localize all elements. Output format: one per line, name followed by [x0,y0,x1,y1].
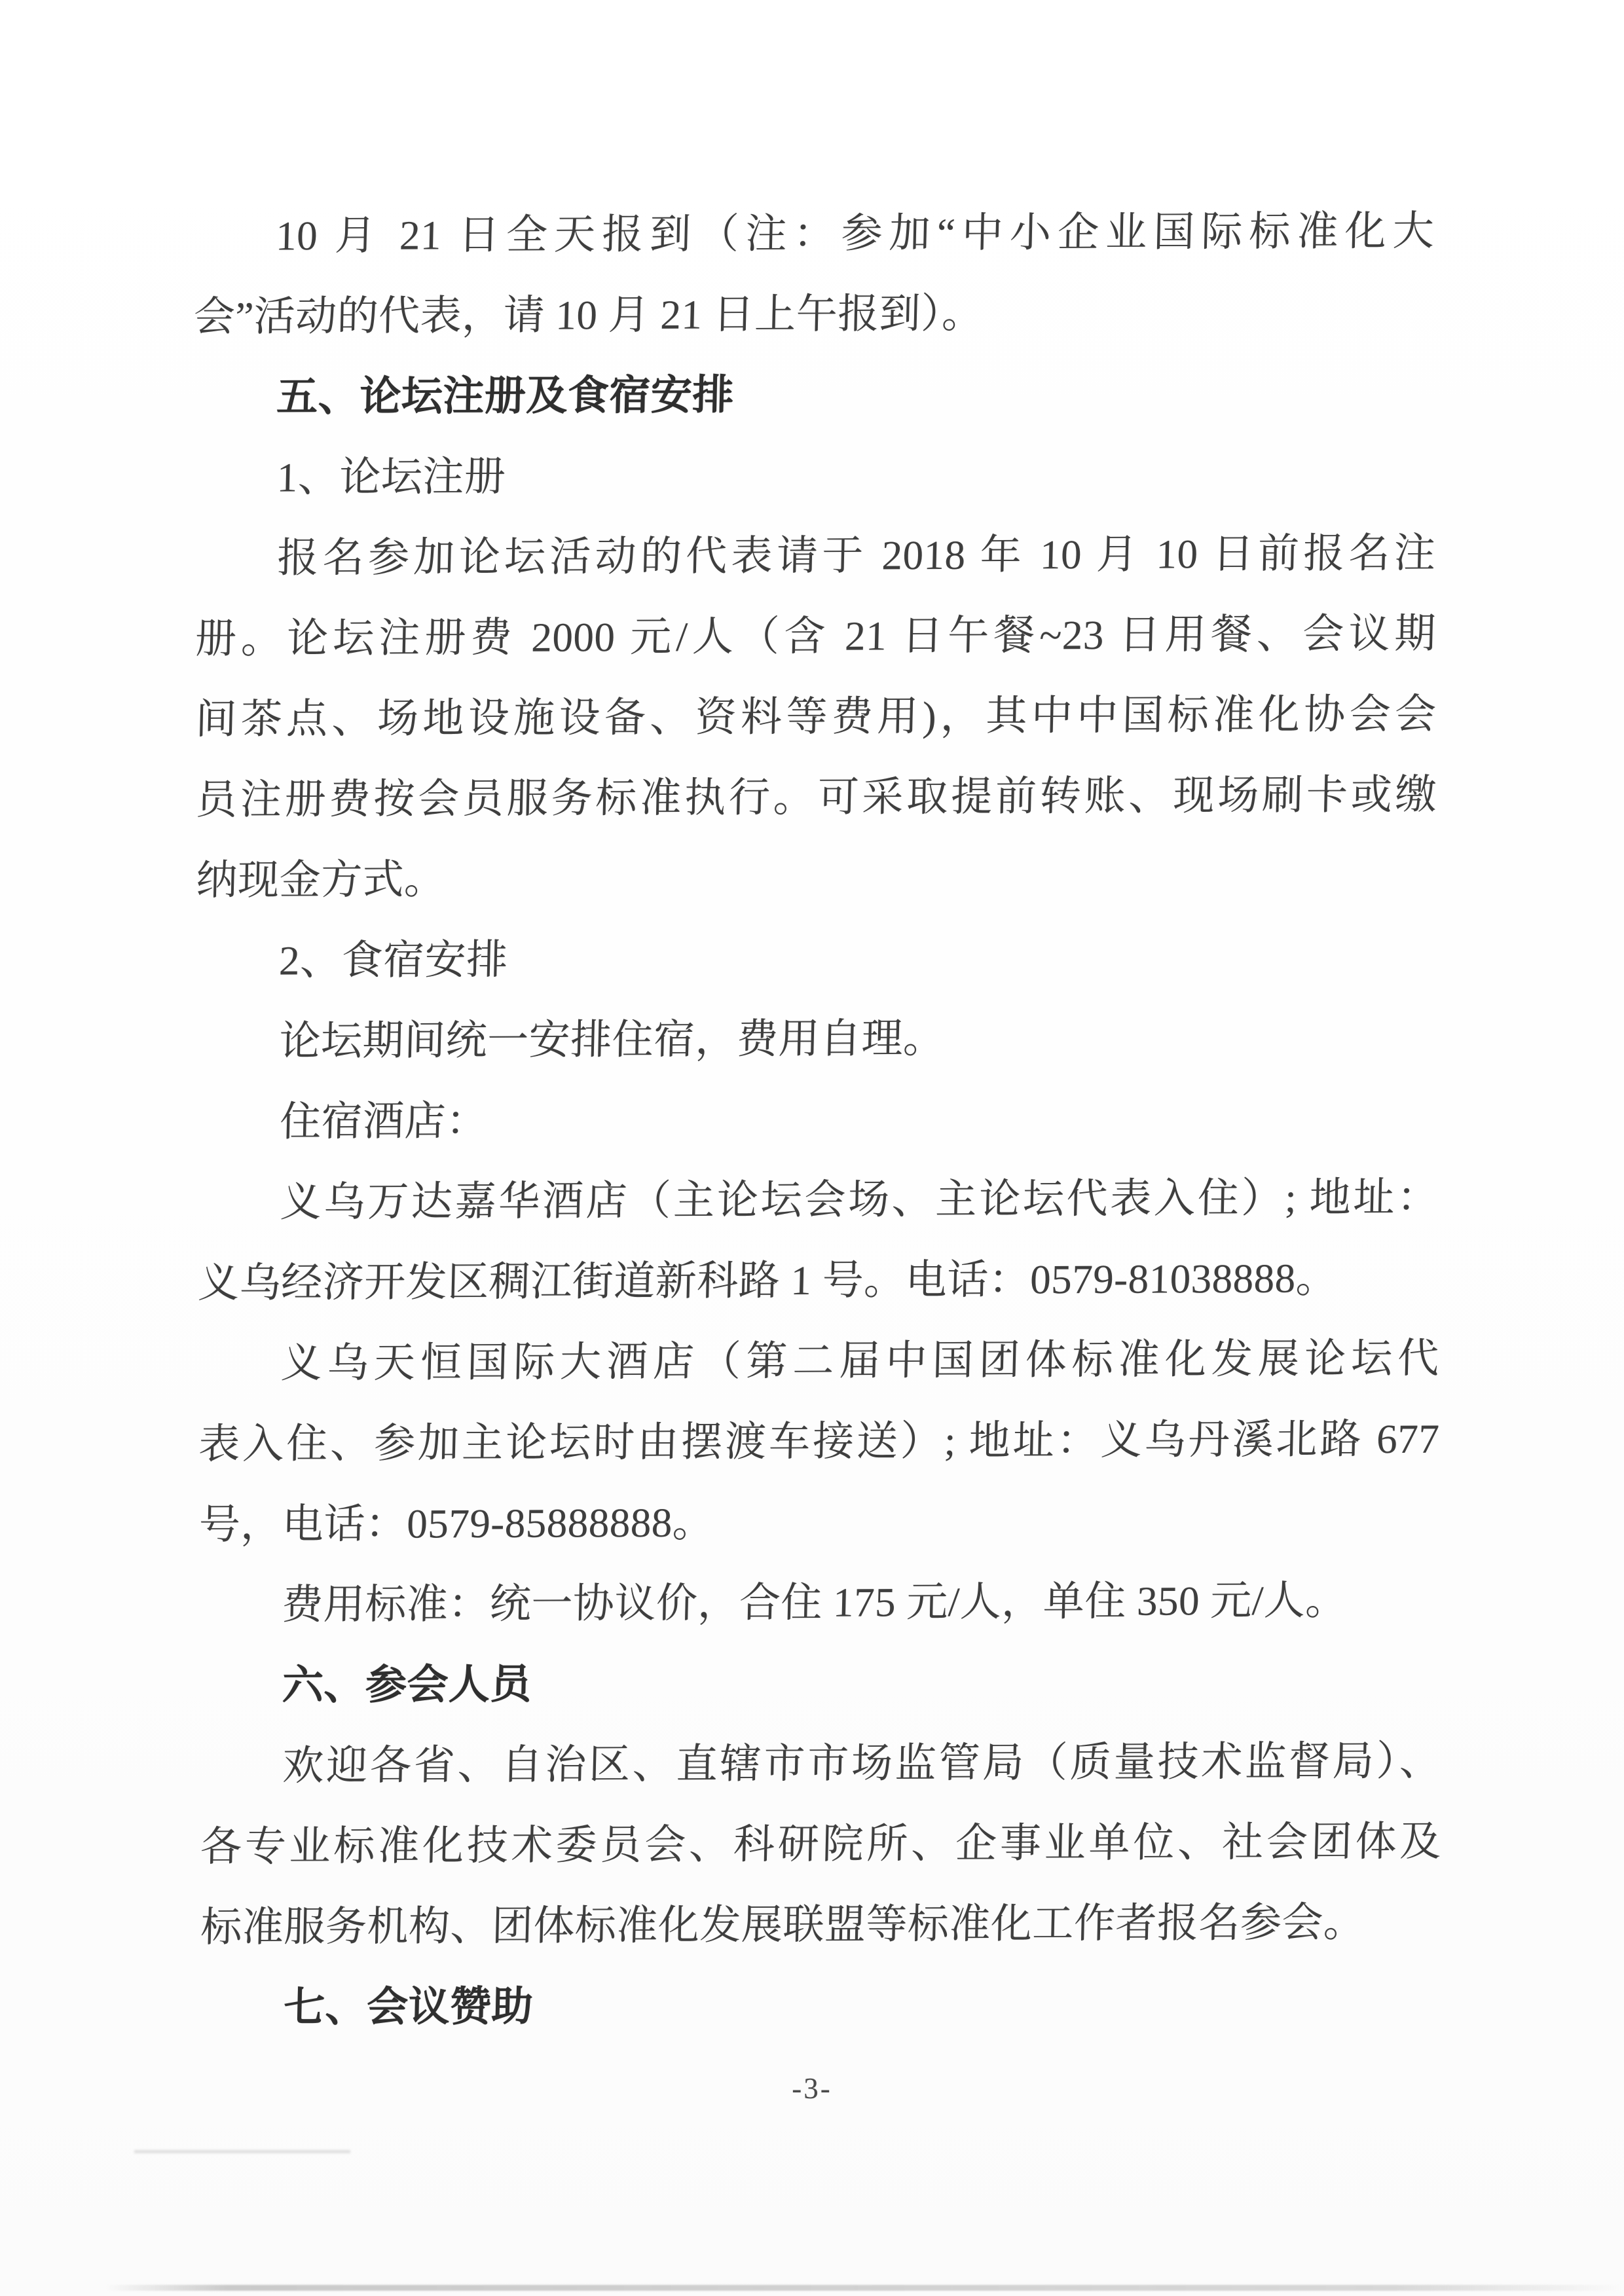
heading-section-five: 五、论坛注册及食宿安排 [276,372,735,420]
document-page [193,191,1442,2049]
text-line: 义乌万达嘉华酒店（主论坛会场、主论坛代表入住）; 地址： [279,1174,1439,1226]
heading-section-seven: 七、会议赞助 [283,1983,534,2031]
text-line: 号，电话：0579-85888888。 [198,1499,715,1548]
subheading-forum-registration: 1、论坛注册 [276,453,507,501]
text-line: 员注册费按会员服务标准执行。可采取提前转账、现场刷卡或缴 [195,771,1437,823]
text-line: 间茶点、场地设施设备、资料等费用)，其中中国标准化协会会 [194,691,1437,742]
scan-artifact-streak [134,2150,350,2153]
text-line: 住宿酒店： [279,1098,489,1145]
text-line: 报名参加论坛活动的代表请于 2018 年 10 月 10 日前报名注 [276,530,1437,581]
page-number: -3- [792,2072,832,2105]
text-line: 各专业标准化技术委员会、科研院所、企事业单位、社会团体及 [200,1818,1442,1870]
text-line: 欢迎各省、自治区、直辖市市场监管局（质量技术监督局）、 [282,1738,1442,1789]
text-line: 标准服务机构、团体标准化发展联盟等标准化工作者报名参会。 [200,1899,1366,1950]
text-line: 纳现金方式。 [195,856,447,903]
text-line: 论坛期间统一安排住宿，费用自理。 [278,1015,946,1065]
text-line: 义乌天恒国际大酒店（第二届中国团体标准化发展论坛代 [280,1335,1440,1387]
scan-artifact-bottom-edge [105,2285,1624,2291]
text-line: 义乌经济开发区稠江街道新科路 1 号。电话：0579-81038888。 [197,1255,1338,1306]
subheading-accommodation: 2、食宿安排 [278,936,509,984]
text-line: 费用标准：统一协议价，合住 175 元/人，单住 350 元/人。 [281,1577,1348,1628]
text-line: 10 月 21 日全天报到（注：参加“中小企业国际标准化大 [275,208,1435,259]
text-line: 册。论坛注册费 2000 元/人（含 21 日午餐~23 日用餐、会议期 [194,610,1437,662]
heading-section-six: 六、参会人员 [282,1661,532,1709]
text-line: 表入住、参加主论坛时由摆渡车接送）; 地址：义乌丹溪北路 677 [198,1415,1441,1467]
text-line: 会”活动的代表，请 10 月 21 日上午报到）。 [193,290,984,340]
